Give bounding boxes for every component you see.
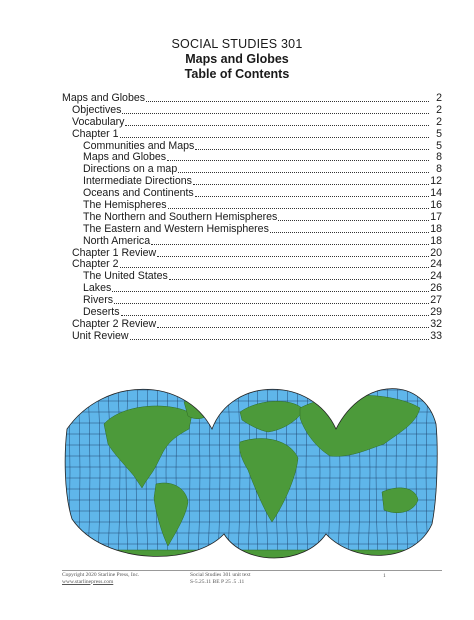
toc-leader-dots (195, 188, 429, 197)
footer-unit-info (190, 572, 251, 585)
toc-entry-label: Deserts (83, 306, 120, 319)
toc-entry (62, 224, 442, 236)
toc-entry-page: 5 (436, 127, 442, 140)
toc-leader-dots (121, 307, 430, 316)
toc-entry-page: 16 (430, 199, 442, 212)
toc-entry-page: 18 (430, 222, 442, 235)
toc-entry (62, 271, 442, 283)
toc-leader-dots (112, 283, 429, 292)
toc-entry-label: Chapter 1 (72, 127, 119, 140)
toc-entry-page: 2 (436, 92, 442, 104)
toc-entry-label: The Eastern and Western Hemispheres (83, 222, 269, 235)
toc-entry-page: 27 (430, 294, 442, 307)
toc-leader-dots (168, 200, 429, 209)
toc-entry-label: The United States (83, 270, 168, 283)
page-number: 1 (383, 573, 386, 579)
toc-entry (62, 117, 442, 129)
footer-publisher (62, 572, 139, 585)
toc-leader-dots (167, 152, 429, 161)
toc-entry-page: 2 (436, 103, 442, 116)
toc-entry-label: Chapter 2 Review (72, 317, 157, 330)
page-header (0, 37, 474, 82)
toc-entry-label: Oceans and Continents (83, 187, 194, 200)
toc-entry-label: Vocabulary (72, 115, 125, 128)
toc-leader-dots (278, 212, 429, 221)
greenland-landmass (184, 399, 214, 419)
toc-entry (62, 105, 442, 117)
toc-entry-label: The Hemispheres (83, 199, 167, 212)
toc-leader-dots (169, 271, 429, 280)
toc-entry-page: 8 (436, 151, 442, 164)
toc-entry-page: 2 (436, 115, 442, 128)
table-of-contents (62, 93, 442, 343)
toc-entry-label: North America (83, 234, 151, 247)
toc-entry (62, 129, 442, 141)
unit-text-label: Social Studies 301 unit text (190, 572, 251, 578)
toc-leader-dots (195, 141, 429, 150)
toc-entry-label: Chapter 2 (72, 258, 119, 271)
toc-entry-label: Directions on a map (83, 163, 178, 176)
toc-entry (62, 212, 442, 224)
toc-entry (62, 248, 442, 260)
toc-leader-dots (270, 224, 429, 233)
toc-entry-label: Chapter 1 Review (72, 246, 157, 259)
toc-leader-dots (193, 176, 429, 185)
world-map-illustration (64, 384, 438, 560)
toc-entry (62, 283, 442, 295)
toc-entry-page: 33 (430, 329, 442, 342)
toc-entry-page: 5 (436, 139, 442, 152)
toc-entry-label: Maps and Globes (83, 151, 167, 164)
website-link[interactable]: www.starlinepress.com (62, 578, 114, 585)
toc-leader-dots (120, 259, 429, 268)
toc-leader-dots (114, 295, 429, 304)
toc-leader-dots (146, 93, 429, 102)
toc-leader-dots (125, 117, 429, 126)
unit-title: Maps and Globes (185, 52, 289, 66)
toc-leader-dots (122, 105, 429, 114)
toc-entry-label: Unit Review (72, 329, 129, 342)
toc-entry-label: Lakes (83, 282, 112, 295)
toc-entry-page: 18 (430, 234, 442, 247)
world-map-svg (64, 384, 438, 560)
toc-leader-dots (151, 236, 429, 245)
toc-entry-page: 12 (430, 175, 442, 188)
toc-leader-dots (157, 319, 429, 328)
toc-leader-dots (178, 164, 429, 173)
toc-entry-page: 32 (430, 317, 442, 330)
toc-entry-label: Objectives (72, 103, 122, 116)
unit-code: S-5.25.11 BE P 25 .5 .11 (190, 578, 245, 585)
toc-entry-page: 17 (430, 210, 442, 223)
toc-entry (62, 236, 442, 248)
toc-entry-label: Communities and Maps (83, 139, 195, 152)
toc-entry-page: 24 (430, 258, 442, 271)
toc-entry-label: The Northern and Southern Hemispheres (83, 210, 278, 223)
toc-entry-page: 24 (430, 270, 442, 283)
footer-rule (62, 570, 442, 571)
toc-entry (62, 331, 442, 343)
toc-entry-page: 14 (430, 187, 442, 200)
toc-entry-label: Intermediate Directions (83, 175, 192, 188)
toc-entry-page: 20 (430, 246, 442, 259)
toc-entry-label: Rivers (83, 294, 114, 307)
course-series: SOCIAL STUDIES 301 (171, 37, 303, 51)
toc-leader-dots (130, 331, 429, 340)
toc-heading: Table of Contents (184, 67, 290, 81)
toc-entry-label: Maps and Globes (62, 92, 146, 104)
toc-entry-page: 8 (436, 163, 442, 176)
toc-entry-page: 29 (430, 306, 442, 319)
toc-leader-dots (120, 129, 429, 138)
toc-leader-dots (157, 248, 429, 257)
toc-entry-page: 26 (430, 282, 442, 295)
copyright-text: Copyright 2020 Starline Press, Inc. (62, 572, 140, 578)
